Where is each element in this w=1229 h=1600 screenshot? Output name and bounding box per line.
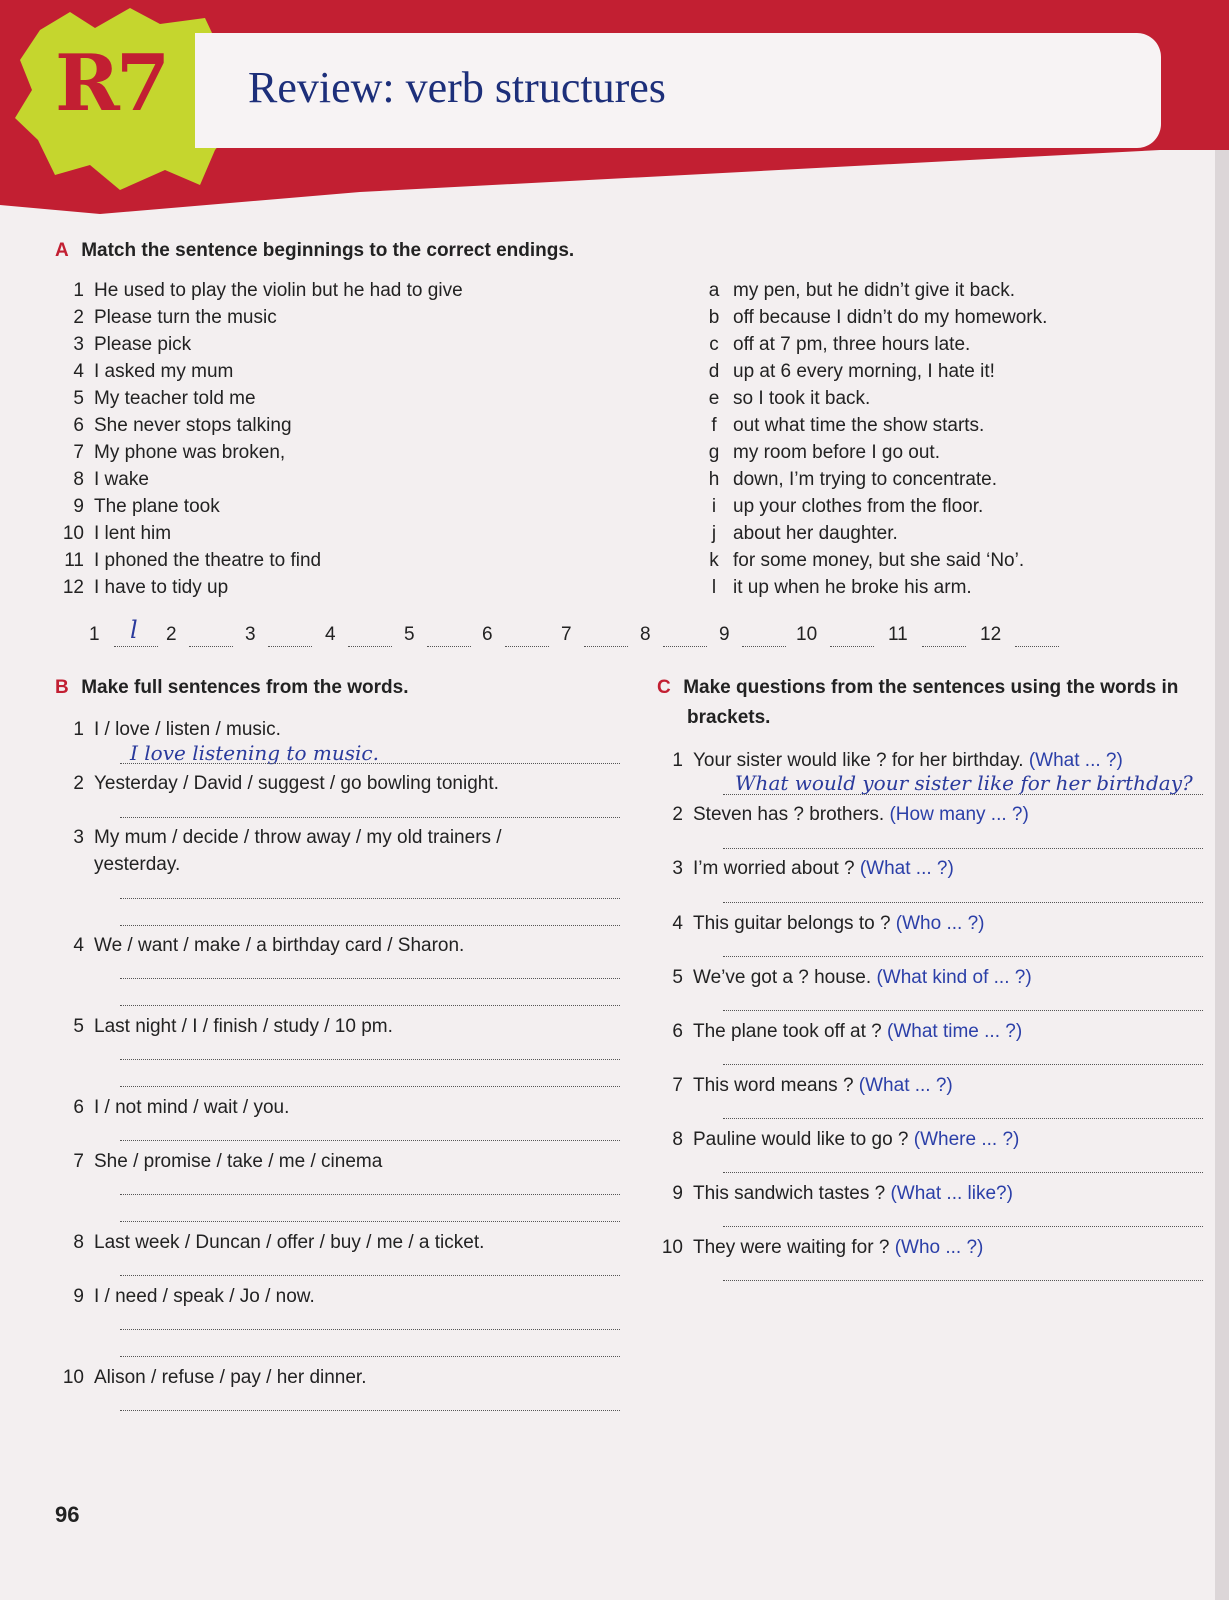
list-item: 11 I phoned the theatre to find — [64, 550, 322, 571]
list-item: 5 Last night / I / finish / study / 10 pm. — [73, 1016, 393, 1037]
answer-number: 6 — [482, 624, 493, 645]
answer-line[interactable] — [120, 1140, 620, 1141]
list-item: k for some money, but she said ‘No’. — [709, 550, 1025, 571]
answer-blank[interactable] — [348, 646, 392, 647]
list-item: h down, I’m trying to concentrate. — [708, 469, 998, 490]
section-c-instruction: Make questions from the sentences using the words in — [683, 677, 1179, 698]
answer-blank[interactable] — [189, 646, 233, 647]
handwritten-example-answer-c: What would your sister like for her birthday? — [735, 771, 1193, 795]
list-item: 8 Last week / Duncan / offer / buy / me / a ticket. — [73, 1232, 485, 1253]
list-item: 1 I / love / listen / music. — [73, 719, 281, 740]
list-item: c off at 7 pm, three hours late. — [709, 334, 971, 355]
list-item: 12 I have to tidy up — [62, 577, 229, 598]
list-item: a my pen, but he didn’t give it back. — [708, 280, 1015, 301]
list-item: 10 Alison / refuse / pay / her dinner. — [62, 1367, 367, 1388]
section-a-letter: A — [55, 240, 69, 261]
answer-line[interactable] — [120, 1086, 620, 1087]
list-item: 6 I / not mind / wait / you. — [73, 1097, 290, 1118]
answer-line[interactable] — [120, 925, 620, 926]
answer-line[interactable] — [120, 817, 620, 818]
page-number: 96 — [55, 1502, 80, 1527]
answer-number: 3 — [245, 624, 256, 645]
unit-badge: R7 — [55, 38, 167, 129]
answer-blank[interactable] — [663, 646, 707, 647]
answer-number: 10 — [796, 624, 818, 645]
list-item: b off because I didn’t do my homework. — [708, 307, 1048, 328]
answer-number: 8 — [640, 624, 651, 645]
answer-line[interactable] — [120, 1059, 620, 1060]
section-b-instruction: Make full sentences from the words. — [81, 677, 409, 698]
list-item: 5 We’ve got a ? house. (What kind of ... ?) — [672, 967, 1032, 988]
answer-line[interactable] — [723, 1064, 1203, 1065]
answer-blank[interactable] — [742, 646, 786, 647]
answer-line[interactable] — [120, 1356, 620, 1357]
answer-number: 4 — [325, 624, 336, 645]
list-item: 2 Yesterday / David / suggest / go bowling tonight. — [73, 773, 499, 794]
answer-line[interactable] — [120, 763, 620, 764]
answer-number: 1 — [89, 624, 100, 645]
section-a-instruction: Match the sentence beginnings to the correct endings. — [81, 240, 575, 261]
list-item: 2 Steven has ? brothers. (How many ... ?) — [672, 804, 1029, 825]
list-item: i up your clothes from the floor. — [711, 496, 984, 517]
answer-line[interactable] — [723, 1010, 1203, 1011]
list-item: 8 I wake — [73, 469, 149, 490]
answer-number: 7 — [561, 624, 572, 645]
answer-line[interactable] — [723, 1226, 1203, 1227]
answer-blank[interactable] — [114, 646, 158, 647]
list-item: 3 My mum / decide / throw away / my old trainers / — [73, 827, 502, 848]
list-item: 3 Please pick — [73, 334, 192, 355]
section-b-heading — [55, 677, 409, 699]
answer-line[interactable] — [723, 956, 1203, 957]
section-a-beginnings — [50, 277, 463, 601]
list-item: 4 I asked my mum — [73, 361, 234, 382]
list-item: 3 I’m worried about ? (What ... ?) — [672, 858, 954, 879]
list-item: 10 I lent him — [62, 523, 172, 544]
handwritten-answer-1: l — [130, 616, 138, 644]
answer-line[interactable] — [723, 794, 1203, 795]
list-item: 7 This word means ? (What ... ?) — [672, 1075, 953, 1096]
answer-line[interactable] — [120, 978, 620, 979]
list-item: 4 This guitar belongs to ? (Who ... ?) — [672, 913, 985, 934]
page-edge-strip — [1215, 0, 1229, 1600]
list-item: 7 She / promise / take / me / cinema — [73, 1151, 383, 1172]
list-item: j about her daughter. — [711, 523, 898, 544]
answer-line[interactable] — [723, 1280, 1203, 1281]
answer-line[interactable] — [723, 1172, 1203, 1173]
answer-blank[interactable] — [268, 646, 312, 647]
page-title: Review: verb structures — [248, 63, 666, 112]
handwritten-example-answer-b: I love listening to music. — [130, 741, 379, 765]
list-item: 8 Pauline would like to go ? (Where ... ?) — [672, 1129, 1020, 1150]
section-a-heading — [55, 240, 574, 262]
answer-blank[interactable] — [427, 646, 471, 647]
list-item: 9 The plane took — [73, 496, 220, 517]
list-item: l it up when he broke his arm. — [711, 577, 972, 598]
answer-line[interactable] — [120, 1005, 620, 1006]
section-c-instruction-line-2: brackets. — [687, 707, 771, 728]
list-item: 1 Your sister would like ? for her birthday. (What ... ?) — [672, 750, 1123, 771]
answer-line[interactable] — [120, 1410, 620, 1411]
answer-number: 12 — [980, 624, 1002, 645]
section-b-letter: B — [55, 677, 69, 698]
answer-line[interactable] — [120, 898, 620, 899]
list-item: 9 This sandwich tastes ? (What ... like?) — [672, 1183, 1013, 1204]
list-item: yesterday. — [94, 854, 181, 875]
answer-line[interactable] — [723, 848, 1203, 849]
answer-line[interactable] — [723, 902, 1203, 903]
answer-number: 11 — [888, 624, 908, 645]
answer-line[interactable] — [120, 1221, 620, 1222]
list-item: 7 My phone was broken, — [73, 442, 286, 463]
answer-line[interactable] — [120, 1194, 620, 1195]
list-item: e so I took it back. — [708, 388, 871, 409]
section-a-answer-row — [0, 616, 1229, 654]
section-c-heading — [657, 677, 1178, 699]
answer-number: 2 — [166, 624, 177, 645]
section-c-letter: C — [657, 677, 671, 698]
list-item: 9 I / need / speak / Jo / now. — [73, 1286, 315, 1307]
list-item: 6 The plane took off at ? (What time ... ?) — [672, 1021, 1023, 1042]
list-item: 5 My teacher told me — [73, 388, 256, 409]
section-a-endings — [702, 277, 1047, 601]
answer-blank[interactable] — [505, 646, 549, 647]
answer-line[interactable] — [723, 1118, 1203, 1119]
answer-blank[interactable] — [1015, 646, 1059, 647]
list-item: 4 We / want / make / a birthday card / Sharon. — [73, 935, 465, 956]
answer-line[interactable] — [120, 1329, 620, 1330]
list-item: 1 He used to play the violin but he had to give — [73, 280, 463, 301]
answer-line[interactable] — [120, 1275, 620, 1276]
answer-blank[interactable] — [830, 646, 874, 647]
list-item: f out what time the show starts. — [711, 415, 985, 436]
list-item: g my room before I go out. — [708, 442, 940, 463]
answer-blank[interactable] — [922, 646, 966, 647]
answer-blank[interactable] — [584, 646, 628, 647]
list-item: d up at 6 every morning, I hate it! — [708, 361, 995, 382]
list-item: 2 Please turn the music — [73, 307, 277, 328]
answer-number: 9 — [719, 624, 730, 645]
list-item: 10 They were waiting for ? (Who ... ?) — [661, 1237, 984, 1258]
list-item: 6 She never stops talking — [73, 415, 292, 436]
answer-number: 5 — [404, 624, 415, 645]
